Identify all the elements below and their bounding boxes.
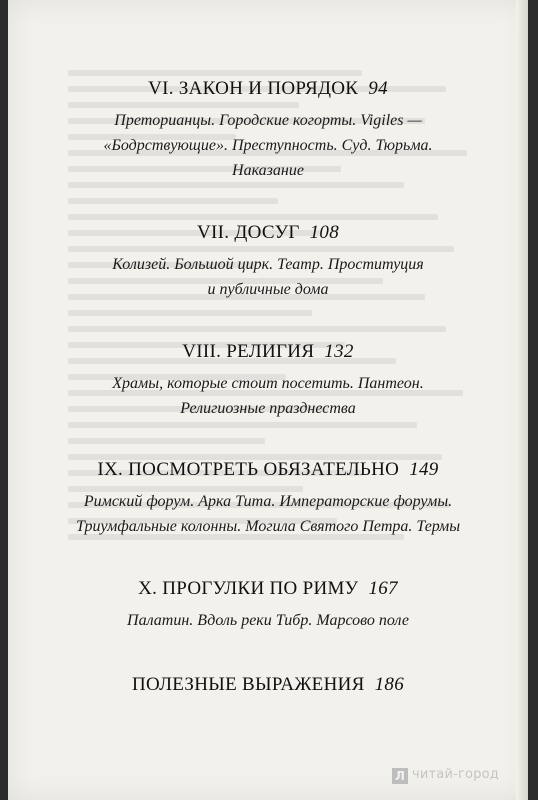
description-line: «Бодрствующие». Преступность. Суд. Тюрьма. xyxy=(103,137,433,154)
description-line: Триумфальные колонны. Могила Святого Петра. Термы xyxy=(75,518,461,535)
chapter-title: X. ПРОГУЛКИ ПО РИМУ xyxy=(138,578,359,599)
chapter-title: VI. ЗАКОН И ПОРЯДОК xyxy=(148,78,359,99)
description-line: Храмы, которые стоит посетить. Пантеон. xyxy=(112,375,424,392)
chapter-page-number: 167 xyxy=(368,578,398,599)
chapter-heading xyxy=(8,578,528,600)
toc-entry-must-see[interactable] xyxy=(8,459,528,539)
chapter-title: VII. ДОСУГ xyxy=(196,222,300,243)
toc-entry-religion[interactable] xyxy=(8,341,528,421)
description-line: Колизей. Большой цирк. Театр. Проституция xyxy=(112,256,424,273)
chapter-title: VIII. РЕЛИГИЯ xyxy=(182,341,315,362)
description-line: Римский форум. Арка Тита. Императорские форумы. xyxy=(83,493,453,510)
chapter-page-number: 94 xyxy=(368,78,388,99)
chapter-description xyxy=(8,489,528,539)
description-line: Палатин. Вдоль реки Тибр. Марсово поле xyxy=(127,612,409,629)
chapter-description xyxy=(8,608,528,633)
chapter-title: IX. ПОСМОТРЕТЬ ОБЯЗАТЕЛЬНО xyxy=(97,459,400,480)
toc-entry-walks[interactable] xyxy=(8,578,528,633)
chapter-heading xyxy=(8,341,528,363)
chapter-page-number: 132 xyxy=(324,341,354,362)
chapter-description xyxy=(8,252,528,302)
description-line: Преторианцы. Городские когорты. Vigiles — xyxy=(114,112,422,129)
chapter-page-number: 149 xyxy=(409,459,439,480)
chapter-page-number: 186 xyxy=(374,674,405,695)
description-line: Наказание xyxy=(232,162,304,179)
chapter-title: ПОЛЕЗНЫЕ ВЫРАЖЕНИЯ xyxy=(131,674,365,695)
chapter-heading xyxy=(8,78,528,100)
chapter-description xyxy=(8,108,528,183)
description-line: и публичные дома xyxy=(207,281,329,298)
toc-entry-useful-phrases[interactable] xyxy=(8,674,528,696)
toc-entry-leisure[interactable] xyxy=(8,222,528,302)
chapter-heading xyxy=(8,459,528,481)
chapter-heading xyxy=(8,222,528,244)
chapter-heading xyxy=(8,674,528,696)
store-logo-icon: Л xyxy=(392,768,408,784)
description-line: Религиозные празднества xyxy=(180,400,356,417)
toc-entry-law-and-order[interactable] xyxy=(8,78,528,183)
chapter-description xyxy=(8,371,528,421)
watermark-text: читай-город xyxy=(412,767,499,782)
chapter-page-number: 108 xyxy=(309,222,340,243)
book-page xyxy=(8,0,528,800)
